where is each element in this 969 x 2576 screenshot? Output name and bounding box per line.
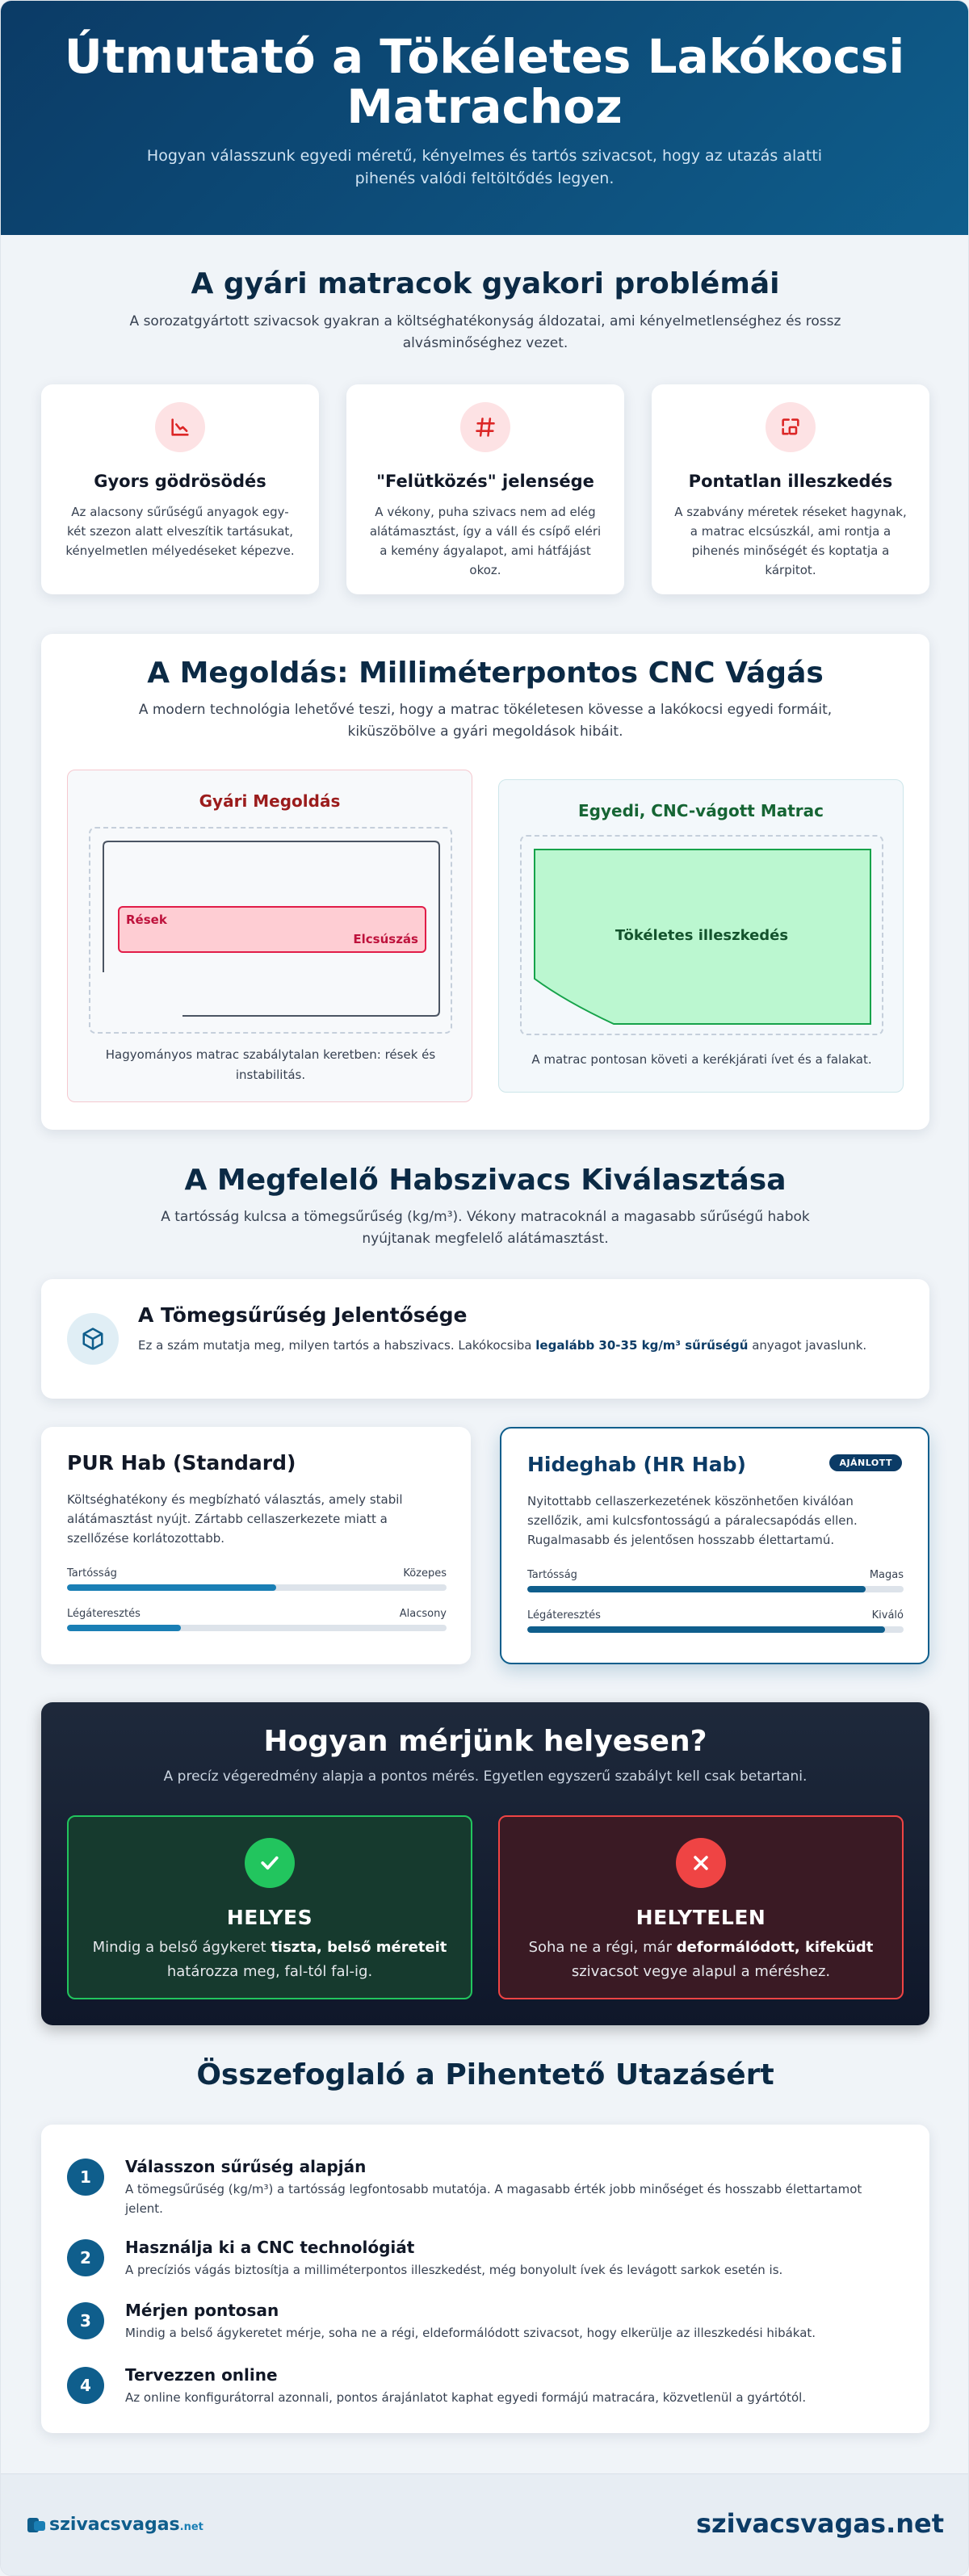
factory-caption: Hagyományos matrac szabálytalan keretben: rések és instabilitás. [105,1047,436,1082]
correct-title: HELYES [226,1906,313,1929]
metric-bar-fill [67,1625,181,1631]
problems-title: A gyári matracok gyakori problémái [191,267,780,300]
step-text: A tömegsűrűség (kg/m³) a tartósság legfontosabb mutatója. A magasabb érték jobb minőséget és hosszabb élettartamot jelent. [125,2182,862,2216]
page-title: Útmutató a Tökéletes Lakókocsi Matrachoz [64,29,905,134]
recommended-badge: AJÁNLOTT [829,1454,902,1471]
density-title: A Tömegsűrűség Jelentősége [138,1303,468,1327]
step-title: Tervezzen online [125,2365,278,2385]
foam-title: A Megfelelő Habszivacs Kiválasztása [184,1164,787,1197]
problem-card [652,384,929,594]
metric-bar-fill [67,1584,276,1591]
logo-suffix: .net [179,2521,203,2533]
problem-title: "Felütközés" jelensége [376,472,594,491]
custom-diagram [520,835,883,1035]
metric-bar-fill [527,1586,866,1592]
step-text: Mindig a belső ágykeretet mérje, soha ne a régi, eldeformálódott szivacsot, hogy elkerülje az illeszkedési hibákat. [125,2326,816,2340]
problem-title: Pontatlan illeszkedés [688,472,893,491]
foam-card-text: Költséghatékony és megbízható választás, amely stabil alátámasztást nyújt. Zártabb cellaszerkezete miatt a szellőzése korlátozottabb. [67,1492,403,1546]
custom-title: Egyedi, CNC-vágott Matrac [577,801,824,820]
page-subtitle: Hogyan válasszunk egyedi méretű, kényelmes és tartós szivacsot, hogy az utazás alatti pihenés valódi feltöltődés legyen. [146,147,823,187]
measure-section [41,1702,929,2025]
incorrect-box [498,1815,904,1999]
step-number: 1 [67,2159,104,2196]
foam-card-hr [500,1427,929,1664]
cube-icon [67,1313,119,1365]
factory-mattress [118,906,426,953]
correct-text: Mindig a belső ágykeret tiszta, belső méreteit határozza meg, fal-tól fal-ig. [92,1939,447,1980]
density-card [41,1279,929,1399]
summary-step [67,2157,891,2218]
step-text: A precíziós vágás biztosítja a milliméterpontos illeszkedést, még bonyolult ívek és levágott sarkok esetén is. [125,2263,783,2277]
step-text: Az online konfigurátorral azonnali, pontos árajánlatot kaphat egyedi formájú matracára, közvetlenül a gyártótól. [125,2390,807,2405]
custom-comparison [498,779,904,1093]
measure-subtitle: A precíz végeredmény alapja a pontos mérés. Egyetlen egyszerű szabályt kell csak betartani. [163,1768,808,1785]
correct-box [67,1815,472,1999]
chart-down-icon [155,402,205,452]
metric-durability: Tartósság Magas [527,1569,904,1592]
slip-label: Elcsúszás [353,932,418,946]
fit-icon [766,402,816,452]
step-title: Válasszon sűrűség alapján [125,2157,367,2176]
foam-card-title: PUR Hab (Standard) [67,1451,296,1475]
hash-icon [460,402,510,452]
problems-subtitle: A sorozatgyártott szivacsok gyakran a költséghatékonyság áldozatai, ami kényelmetlenséghez és rossz alvásminőséghez vezet. [129,313,841,351]
factory-comparison [67,770,472,1102]
metric-breathability: Légáteresztés Kiváló [527,1609,904,1633]
summary-step [67,2301,891,2343]
incorrect-text: Soha ne a régi, már deformálódott, kifeküdt szivacsot vegye alapul a méréshez. [528,1939,874,1980]
factory-title: Gyári Megoldás [199,791,341,811]
summary-step [67,2365,891,2407]
summary-title: Összefoglaló a Pihentető Utazásért [196,2058,774,2091]
summary-card [41,2125,929,2433]
incorrect-title: HELYTELEN [636,1906,766,1929]
foam-card-pur [41,1427,471,1664]
factory-diagram [89,827,452,1034]
cross-icon [676,1838,726,1888]
logo-text: szivacsvagas [49,2515,180,2535]
foam-card-title: Hideghab (HR Hab) [527,1453,746,1476]
measure-title: Hogyan mérjünk helyesen? [263,1725,707,1758]
metric-bar-fill [527,1626,885,1633]
foam-card-text: Nyitottabb cellaszerkezetének köszönhetően kiválóan szellőzik, ami kulcsfontosságú a páralecsapódás ellen. Rugalmasabb és jelentősen hosszabb élettartamú. [527,1494,858,1547]
problem-title: Gyors gödrösödés [94,472,266,491]
footer-site-link[interactable]: szivacsvagas.net [695,2508,944,2539]
metric-durability: Tartósság Közepes [67,1567,447,1591]
metric-breathability: Légáteresztés Alacsony [67,1608,447,1631]
hero-banner [1,1,968,235]
density-text: Ez a szám mutatja meg, milyen tartós a habszivacs. Lakókocsiba legalább 30-35 kg/m³ sűrűségű anyagot javaslunk. [138,1338,867,1353]
problem-text: A vékony, puha szivacs nem ad elég alátámasztást, így a váll és csípő eléri a kemény ágyalapot, ami hátfájást okoz. [369,505,602,577]
step-title: Használja ki a CNC technológiát [125,2238,415,2257]
step-number: 2 [67,2239,104,2276]
summary-step [67,2238,891,2280]
problem-text: Az alacsony sűrűségű anyagok egy-két szezon alatt elveszítik tartásukat, kényelmetlen mélyedéseket képezve. [65,505,295,558]
check-icon [245,1838,295,1888]
footer-logo[interactable] [27,2515,203,2535]
step-number: 3 [67,2302,104,2339]
problem-text: A szabvány méretek réseket hagynak, a matrac elcsúszkál, ami rontja a pihenés minőségét és koptatja a kárpitot. [674,505,907,577]
fit-label: Tökéletes illeszkedés [615,927,789,944]
logo-icon [27,2516,48,2534]
footer [1,2473,969,2576]
step-number: 4 [67,2367,104,2404]
step-title: Mérjen pontosan [125,2301,279,2320]
foam-subtitle: A tartósság kulcsa a tömegsűrűség (kg/m³). Vékony matracoknál a magasabb sűrűségű habok nyújtanak megfelelő alátámasztást. [161,1209,810,1247]
problem-card [346,384,624,594]
solution-title: A Megoldás: Milliméterpontos CNC Vágás [147,657,824,690]
solution-section [41,634,929,1130]
solution-subtitle: A modern technológia lehetővé teszi, hogy a matrac tökéletesen kövesse a lakókocsi egyedi formáit, kiküszöbölve a gyári megoldások hibáit. [138,702,833,740]
problem-card [41,384,319,594]
gap-label: Rések [126,913,167,927]
custom-caption: A matrac pontosan követi a kerékjárati ívet és a falakat. [531,1052,872,1067]
